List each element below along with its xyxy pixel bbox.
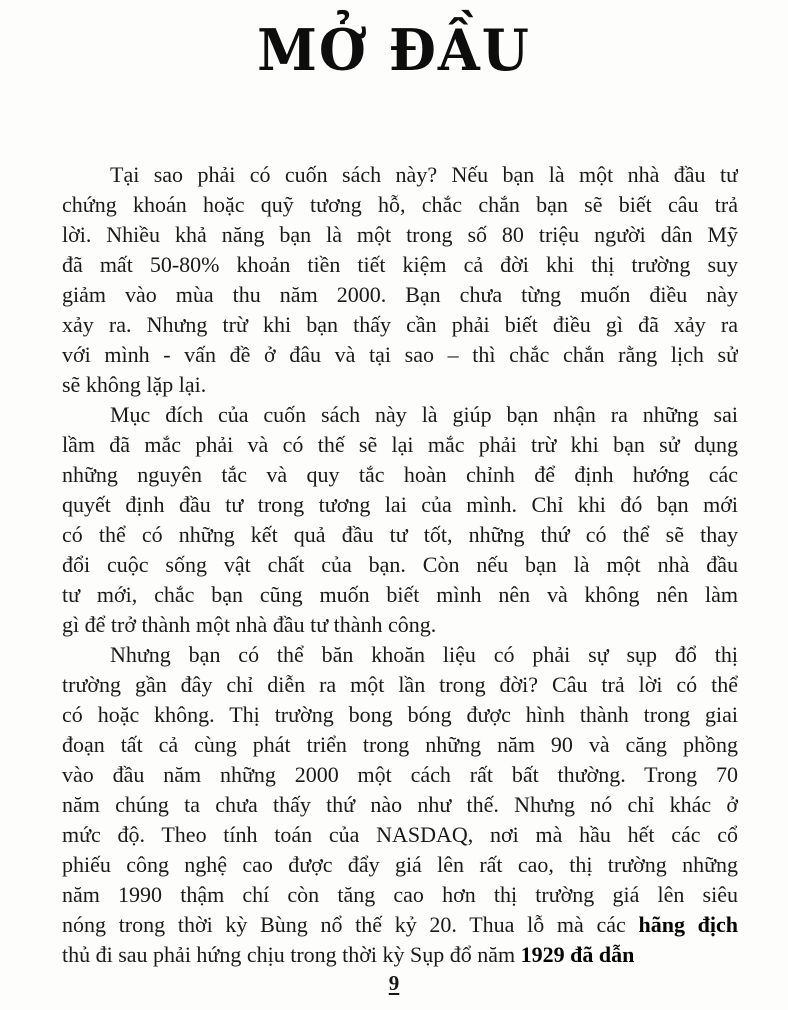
paragraph	[62, 640, 738, 970]
text-line: quyết định đầu tư trong tương lai của mình. Chỉ khi đó bạn mới	[62, 492, 738, 517]
text-line: Tại sao phải có cuốn sách này? Nếu bạn là một nhà đầu tư	[110, 162, 738, 187]
text-line: giảm vào mùa thu năm 2000. Bạn chưa từng muốn điều này	[62, 282, 738, 307]
bold-text: 1929 đã dẫn	[520, 942, 635, 967]
text-line: trường gần đây chỉ diễn ra một lần trong đời? Câu trả lời có thể	[62, 672, 738, 697]
text-line	[62, 940, 738, 970]
bold-text: hãng địch	[638, 912, 738, 937]
text-line: Nhưng bạn có thể băn khoăn liệu có phải sự sụp đổ thị	[110, 642, 738, 667]
text-line: tư mới, chắc bạn cũng muốn biết mình nên và không nên làm	[62, 582, 738, 607]
body-text	[62, 160, 738, 970]
text-line: chứng khoán hoặc quỹ tương hỗ, chắc chắn bạn sẽ biết câu trả	[62, 192, 738, 217]
text-line: xảy ra. Nhưng trừ khi bạn thấy cần phải biết điều gì đã xảy ra	[62, 312, 738, 337]
text-line: đổi cuộc sống vật chất của bạn. Còn nếu bạn là một nhà đầu	[62, 552, 738, 577]
text-line: mức độ. Theo tính toán của NASDAQ, nơi mà hầu hết các cổ	[62, 822, 738, 847]
text-line: đoạn tất cả cùng phát triển trong những năm 90 và căng phồng	[62, 732, 738, 757]
text-line: năm 1990 thậm chí còn tăng cao hơn thị trường giá lên siêu	[62, 882, 738, 907]
text-line: lời. Nhiều khả năng bạn là một trong số 80 triệu người dân Mỹ	[62, 222, 738, 247]
text-line: có hoặc không. Thị trường bong bóng được hình thành trong giai	[62, 702, 738, 727]
text-line	[62, 910, 738, 940]
text-line: phiếu công nghệ cao được đẩy giá lên rất cao, thị trường những	[62, 852, 738, 877]
page-number-footer	[0, 971, 788, 996]
paragraph	[62, 160, 738, 400]
text-line: năm chúng ta chưa thấy thứ nào như thế. Nhưng nó chỉ khác ở	[62, 792, 738, 817]
text-line: Mục đích của cuốn sách này là giúp bạn nhận ra những sai	[110, 402, 738, 427]
page-number: 9	[388, 971, 400, 995]
text-line: có thể có những kết quả đầu tư tốt, những thứ có thể sẽ thay	[62, 522, 738, 547]
text-line: những nguyên tắc và quy tắc hoàn chỉnh để định hướng các	[62, 462, 738, 487]
text-line: lầm đã mắc phải và có thế sẽ lại mắc phải trừ khi bạn sử dụng	[62, 432, 738, 457]
text-line: vào đầu năm những 2000 một cách rất bất thường. Trong 70	[62, 762, 738, 787]
text-line: gì để trở thành một nhà đầu tư thành công.	[62, 612, 437, 637]
text-line: với mình - vấn đề ở đâu và tại sao – thì chắc chắn rằng lịch sử	[62, 342, 738, 367]
text-segment: thủ đi sau phải hứng chịu trong thời kỳ Sụp đổ năm	[62, 942, 521, 967]
text-line: sẽ không lặp lại.	[62, 372, 207, 397]
text-line: đã mất 50-80% khoản tiền tiết kiệm cả đời khi thị trường suy	[62, 252, 738, 277]
paragraph	[62, 400, 738, 640]
text-segment: nóng trong thời kỳ Bùng nổ thế kỷ 20. Thua lỗ mà các	[62, 912, 639, 937]
chapter-title: MỞ ĐẦU	[257, 16, 531, 84]
